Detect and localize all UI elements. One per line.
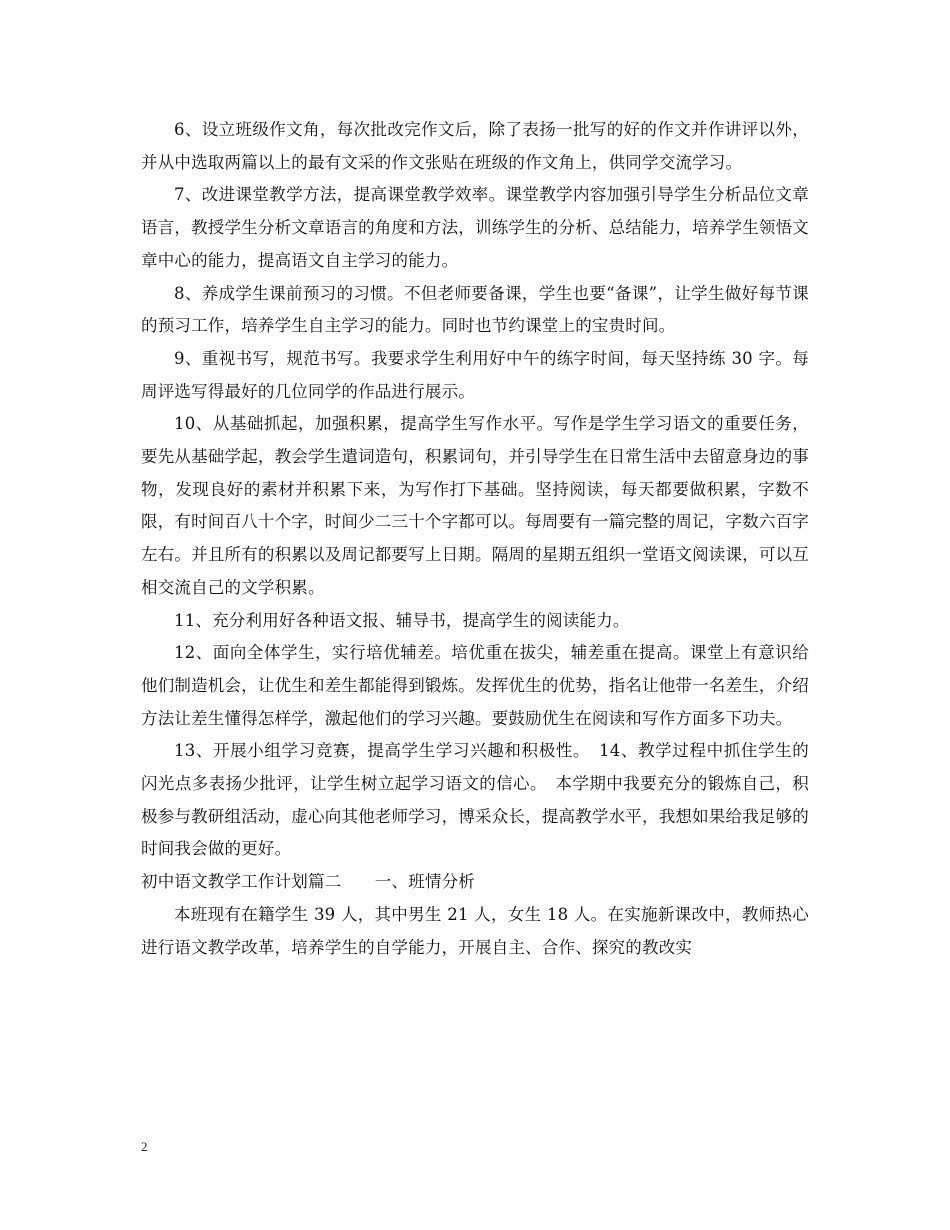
document-body bbox=[141, 114, 809, 964]
section-heading: 初中语文教学工作计划篇二 一、班情分析 bbox=[141, 872, 475, 892]
paragraph-12: 12、面向全体学生，实行培优辅差。培优重在拔尖，辅差重在提高。课堂上有意识给他们制造机会，让优生和差生都能得到锻炼。发挥优生的优势，指名让他带一名差生，介绍方法让差生懂得怎样学，激起他们的学习兴趣。要鼓励优生在阅读和写作方面多下功夫。 bbox=[141, 643, 809, 728]
paragraph-9: 9、重视书写，规范书写。我要求学生利用好中午的练字时间，每天坚持练 30 字。每周评选写得最好的几位同学的作品进行展示。 bbox=[141, 348, 809, 401]
paragraph-8: 8、养成学生课前预习的习惯。不但老师要备课，学生也要“备课”，让学生做好每节课的预习工作，培养学生自主学习的能力。同时也节约课堂上的宝贵时间。 bbox=[141, 283, 809, 336]
paragraph-6: 6、设立班级作文角，每次批改完作文后，除了表扬一批写的好的作文并作讲评以外，并从中选取两篇以上的最有文采的作文张贴在班级的作文角上，供同学交流学习。 bbox=[141, 120, 809, 172]
paragraph-7: 7、改进课堂教学方法，提高课堂教学效率。课堂教学内容加强引导学生分析品位文章语言，教授学生分析文章语言的角度和方法，训练学生的分析、总结能力，培养学生领悟文章中心的能力，提高语文自主学习的能力。 bbox=[141, 185, 809, 270]
page-number: 2 bbox=[141, 1139, 148, 1154]
paragraph-13-14: 13、开展小组学习竞赛，提高学生学习兴趣和积极性。 14、教学过程中抓住学生的闪光点多表扬少批评，让学生树立起学习语文的信心。 本学期中我要充分的锻炼自己，积极参与教研组活动，虚心向其他老师学习，博采众长，提高教学水平，我想如果给我足够的时间我会做的更好。 bbox=[141, 741, 809, 859]
paragraph-class-analysis: 本班现有在籍学生 39 人，其中男生 21 人，女生 18 人。在实施新课改中，教师热心进行语文教学改革，培养学生的自学能力，开展自主、合作、探究的教改实 bbox=[141, 904, 809, 957]
paragraph-10: 10、从基础抓起，加强积累，提高学生写作水平。写作是学生学习语文的重要任务，要先从基础学起，教会学生遣词造句，积累词句，并引导学生在日常生活中去留意身边的事物，发现良好的素材并积累下来，为写作打下基础。坚持阅读，每天都要做积累，字数不限，有时间百八十个字，时间少二三十个字都可以。每周要有一篇完整的周记，字数六百字左右。并且所有的积累以及周记都要写上日期。隔周的星期五组织一堂语文阅读课，可以互相交流自己的文学积累。 bbox=[141, 414, 809, 597]
paragraph-11: 11、充分利用好各种语文报、辅导书，提高学生的阅读能力。 bbox=[174, 610, 630, 630]
